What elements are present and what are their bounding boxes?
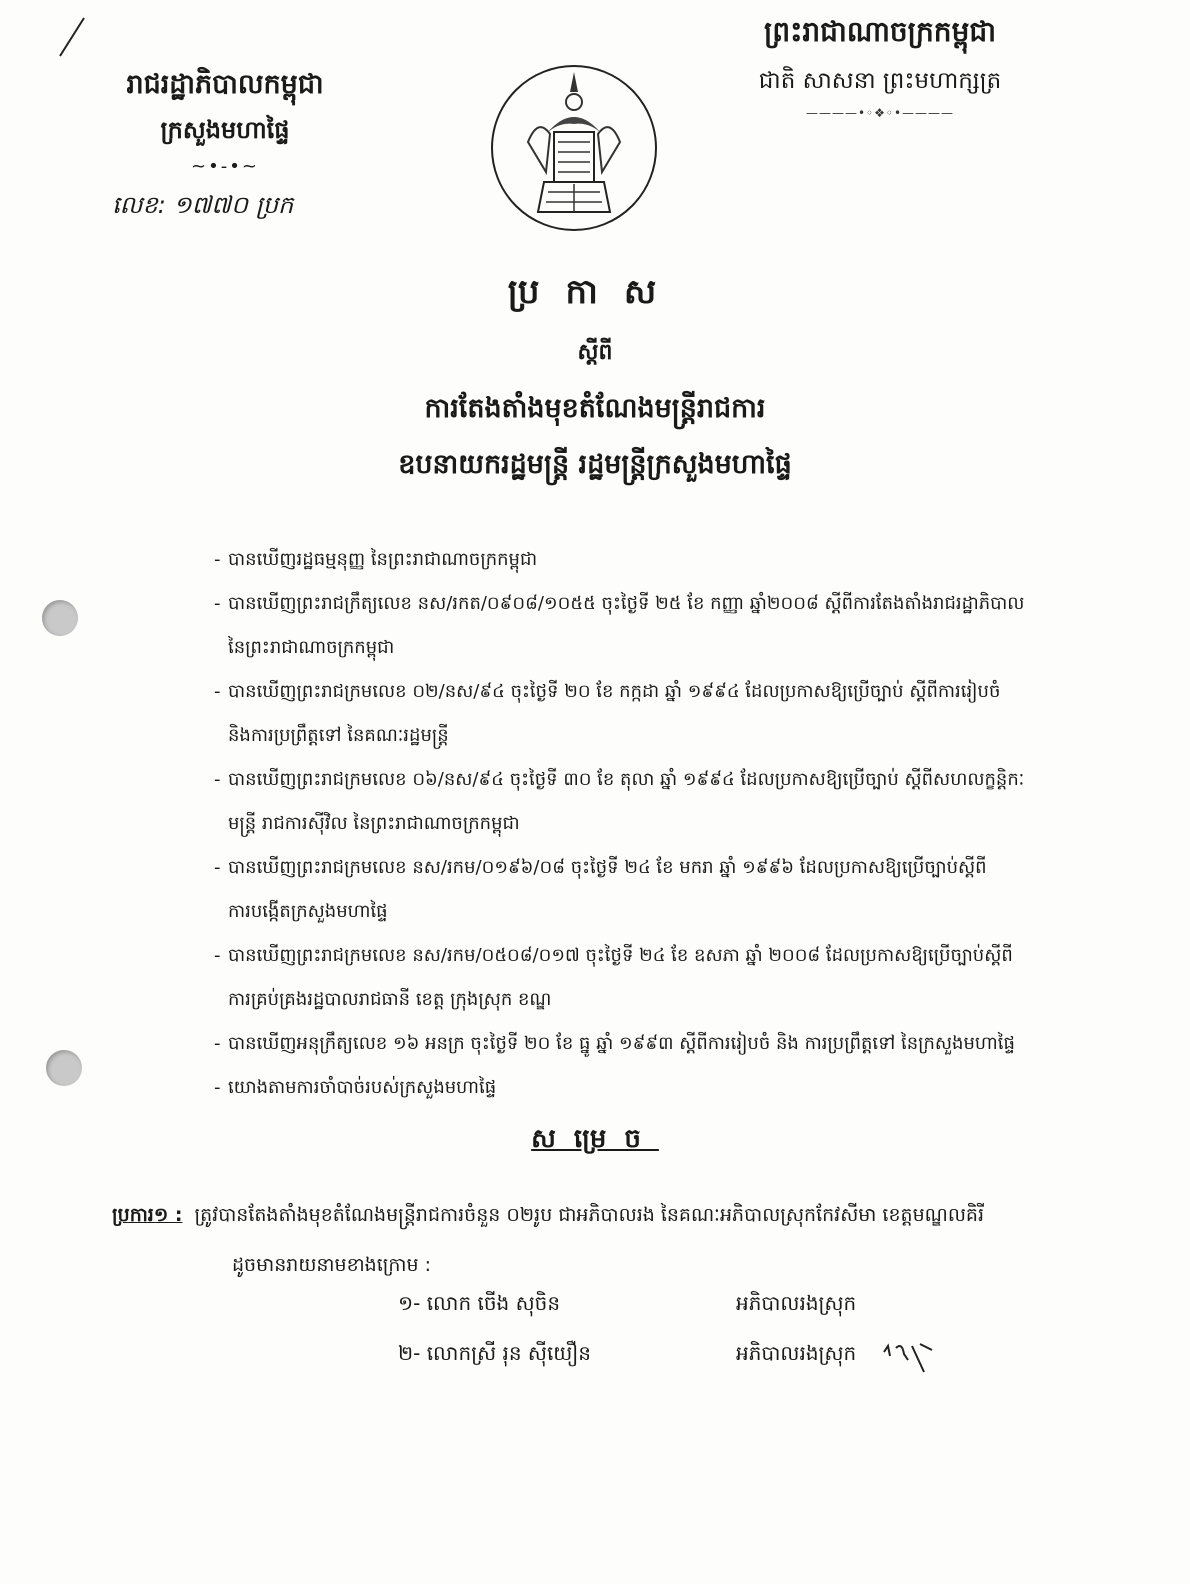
kingdom-header [720,14,1040,120]
royal-emblem [488,62,660,234]
article-text-continued: ដូចមានរាយនាមខាងក្រោម : [232,1254,432,1276]
national-motto: ជាតិ សាសនា ព្រះមហាក្សត្រ [758,68,1002,94]
article-text: ត្រូវបានតែងតាំងមុខតំណែងមន្ត្រីរាជការចំនួន ០២រូប ជាអភិបាលរង នៃគណៈអភិបាលស្រុកកែវសីមា ខេត្តមណ្ឌលគិរី [194,1204,985,1226]
appointee-position: អភិបាលរងស្រុក [736,1341,857,1365]
title-subject-line2: ឧបនាយករដ្ឋមន្ត្រី រដ្ឋមន្ត្រីក្រសួងមហាផ្ទៃ [398,449,792,480]
recital-item: - បានឃើញព្រះរាជក្រមលេខ ០៦/នស/៩៤ ចុះថ្ងៃទី ៣០ ខែ តុលា ឆ្នាំ ១៩៩៤ ដែលប្រកាសឱ្យប្រើច្បាប់ ស្តីពីសហលក្ខន្តិកៈ មន្ត្រី រាជការស៊ីវិល នៃព្រះរាជាណាចក្រកម្ពុជា [214,758,1114,846]
hole-punch [42,600,78,636]
issuer-header [95,68,355,177]
recital-item: - យោងតាមការចាំបាច់របស់ក្រសួងមហាផ្ទៃ [214,1066,1114,1110]
reference-number: លេខ: ១៧៧០ ប្រក [112,191,294,219]
recital-item: - បានឃើញអនុក្រឹត្យលេខ ១៦ អនក្រ ចុះថ្ងៃទី ២០ ខែ ធ្នូ ឆ្នាំ ១៩៩៣ ស្តីពីការរៀបចំ និង ការប្រព្រឹត្តទៅ នៃក្រសួងមហាផ្ទៃ [214,1022,1114,1066]
recital-item: - បានឃើញព្រះរាជក្រមលេខ នស/រកម/០៥០៨/០១៧ ចុះថ្ងៃទី ២៤ ខែ ឧសភា ឆ្នាំ ២០០៨ ដែលប្រកាសឱ្យប្រើច្បាប់ស្តីពី ការគ្រប់គ្រងរដ្ឋបាលរាជធានី ខេត្ត ក្រុងស្រុក ខណ្ឌ [214,934,1114,1022]
government-name: រាជរដ្ឋាភិបាលកម្ពុជា [126,69,324,100]
recital-item: - បានឃើញព្រះរាជក្រមលេខ នស/រកម/០១៩៦/០៨ ចុះថ្ងៃទី ២៤ ខែ មករា ឆ្នាំ ១៩៩៦ ដែលប្រកាសឱ្យប្រើច្បាប់ស្តីពី ការបង្កើតក្រសួងមហាផ្ទៃ [214,846,1114,934]
recitals-list [214,538,1114,1110]
appointee-name: ១- លោក ចេីង សុចិន [398,1291,561,1315]
ornament: ————•◦❖◦•———— [805,106,955,120]
decision-heading: សម្រេច [531,1124,659,1154]
appointee-name: ២- លោកស្រី រុន ស៊ីយឿន [398,1341,591,1365]
handwritten-initial [880,1338,940,1378]
kingdom-name: ព្រះរាជាណាចក្រកម្ពុជា [763,15,996,48]
recital-item: - បានឃើញព្រះរាជក្រមលេខ ០២/នស/៩៤ ចុះថ្ងៃទី ២០ ខែ កក្កដា ឆ្នាំ ១៩៩៤ ដែលប្រកាសឱ្យប្រើច្បាប់ ស្តីពីការរៀបចំ និងការប្រព្រឹត្តទៅ នៃគណៈរដ្ឋមន្ត្រី [214,670,1114,758]
title-about: ស្តីពី [577,340,613,365]
appointee-position: អភិបាលរងស្រុក [736,1291,857,1315]
pen-mark [54,14,94,60]
hole-punch [46,1050,82,1086]
article-label: ប្រការ១ : [112,1204,183,1226]
recital-item: - បានឃើញរដ្ឋធម្មនុញ្ញ នៃព្រះរាជាណាចក្រកម្ពុជា [214,538,1114,582]
title-subject-line1: ការតែងតាំងមុខតំណែងមន្ត្រីរាជការ [424,393,766,424]
article-1 [112,1190,1112,1290]
ornament: ~•-•~ [191,156,259,177]
document-title: ប្រកាស [507,272,683,312]
recital-item: - បានឃើញព្រះរាជក្រឹត្យលេខ នស/រកត/០៩០៨/១០៥៥ ចុះថ្ងៃទី ២៥ ខែ កញ្ញា ឆ្នាំ២០០៨ ស្តីពីការតែងតាំងរាជរដ្ឋាភិបាល នៃព្រះរាជាណាចក្រកម្ពុជា [214,582,1114,670]
ministry-name: ក្រសួងមហាផ្ទៃ [160,116,290,144]
